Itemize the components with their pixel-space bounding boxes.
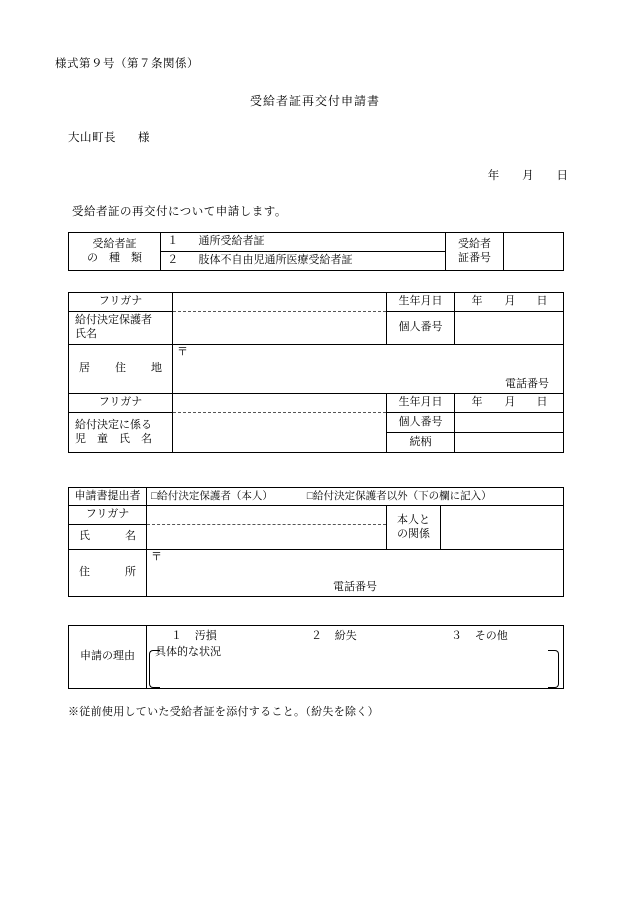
reason-option-1-number: １ bbox=[171, 630, 182, 642]
reason-option-1[interactable] bbox=[147, 630, 311, 644]
reason-option-3-text: その他 bbox=[474, 630, 508, 642]
residence-tel-label: 電話番号 bbox=[505, 378, 549, 391]
certificate-number-field[interactable] bbox=[504, 233, 564, 271]
table-row bbox=[69, 626, 564, 689]
guardian-birth-month: 月 bbox=[504, 295, 516, 308]
table-row bbox=[69, 293, 564, 312]
applicant-tel-label: 電話番号 bbox=[333, 581, 377, 594]
applicant-relation-field[interactable] bbox=[441, 506, 564, 550]
certificate-type-label-line2: の 種 類 bbox=[87, 251, 142, 264]
guardian-name-label-line1: 給付決定保護者 bbox=[75, 314, 152, 327]
applicant-checkbox-row bbox=[147, 488, 564, 506]
child-name-label-line2: 児 童 氏 名 bbox=[75, 432, 152, 445]
reason-option-3-number: ３ bbox=[451, 630, 462, 642]
type-option1-text[interactable]: 通所受給者証 bbox=[185, 233, 446, 252]
table-row bbox=[69, 233, 564, 252]
applicant-address-label bbox=[69, 550, 147, 597]
applicant-address-field[interactable] bbox=[147, 550, 564, 597]
child-birth-day: 日 bbox=[536, 396, 548, 409]
guardian-birth-year: 年 bbox=[471, 295, 483, 308]
page-title: 受給者証再交付申請書 bbox=[249, 94, 380, 108]
form-code: 様式第９号（第７条関係） bbox=[55, 58, 199, 70]
date-year-label: 年 bbox=[487, 170, 500, 182]
applicant-name-field[interactable] bbox=[147, 525, 387, 550]
applicant-address-value[interactable] bbox=[147, 565, 563, 577]
guardian-birth-day: 日 bbox=[536, 295, 548, 308]
table-row bbox=[69, 312, 564, 345]
guardian-mynumber-field[interactable] bbox=[455, 312, 564, 345]
applicant-furigana-field[interactable] bbox=[147, 506, 387, 525]
date-day-label: 日 bbox=[556, 170, 568, 182]
addressee-honorific: 様 bbox=[138, 132, 150, 144]
applicant-checkbox-other[interactable]: □給付決定保護者以外（下の欄に記入） bbox=[306, 490, 492, 502]
residence-address-value[interactable] bbox=[173, 360, 563, 374]
type-option2-text[interactable]: 肢体不自由児通所医療受給者証 bbox=[185, 252, 446, 271]
table-row bbox=[69, 394, 564, 413]
applicant-relation-label-line2: の関係 bbox=[397, 527, 430, 540]
reason-option-1-text: 汚損 bbox=[194, 630, 217, 642]
child-name-field[interactable] bbox=[173, 413, 387, 453]
child-furigana-label: フリガナ bbox=[69, 394, 173, 413]
child-name-label-line1: 給付決定に係る bbox=[75, 418, 152, 431]
residence-label-text: 居 住 地 bbox=[79, 362, 162, 375]
certificate-number-label bbox=[446, 233, 504, 271]
person-info-table bbox=[68, 292, 564, 453]
guardian-furigana-label: フリガナ bbox=[69, 293, 173, 312]
table-row bbox=[69, 413, 564, 433]
reason-table bbox=[68, 625, 564, 689]
applicant-checkbox-self[interactable]: □給付決定保護者（本人） bbox=[151, 490, 273, 502]
certificate-number-label-line1: 受給者 bbox=[458, 237, 491, 250]
date-month-label: 月 bbox=[522, 170, 534, 182]
child-name-label bbox=[69, 413, 173, 453]
residence-tel bbox=[505, 378, 549, 392]
residence-postal bbox=[173, 345, 563, 360]
bracket-right-icon bbox=[548, 650, 559, 688]
certificate-type-label bbox=[69, 233, 161, 271]
applicant-address-label-text: 住 所 bbox=[79, 566, 136, 579]
reason-field[interactable] bbox=[147, 626, 564, 689]
reason-label: 申請の理由 bbox=[69, 626, 147, 689]
type-option2-number: ２ bbox=[161, 252, 185, 271]
child-birth-label: 生年月日 bbox=[387, 394, 455, 413]
applicant-name-label-text: 氏 名 bbox=[79, 530, 136, 543]
child-furigana-field[interactable] bbox=[173, 394, 387, 413]
applicant-table bbox=[68, 487, 564, 597]
guardian-name-label-line2: 氏名 bbox=[75, 328, 97, 340]
child-birth-year: 年 bbox=[471, 396, 483, 409]
applicant-header-label: 申請書提出者 bbox=[69, 488, 147, 506]
guardian-mynumber-label: 個人番号 bbox=[387, 312, 455, 345]
residence-field[interactable] bbox=[173, 345, 564, 394]
postal-mark: 〒 bbox=[177, 346, 188, 358]
reason-option-3[interactable] bbox=[451, 630, 563, 644]
guardian-birth-label: 生年月日 bbox=[387, 293, 455, 312]
guardian-name-field[interactable] bbox=[173, 312, 387, 345]
applicant-relation-label bbox=[387, 506, 441, 550]
certificate-type-table bbox=[68, 232, 564, 271]
certificate-type-label-line1: 受給者証 bbox=[92, 237, 137, 250]
reason-option-2-number: ２ bbox=[311, 630, 322, 642]
situation-label: 具体的な状況 bbox=[155, 645, 221, 658]
certificate-number-label-line2: 証番号 bbox=[458, 251, 491, 264]
child-birth-month: 月 bbox=[504, 396, 516, 409]
child-relation-label: 続柄 bbox=[387, 433, 455, 453]
guardian-furigana-field[interactable] bbox=[173, 293, 387, 312]
reason-option-2-text: 紛失 bbox=[334, 630, 357, 642]
applicant-furigana-label: フリガナ bbox=[69, 506, 147, 525]
reason-options bbox=[147, 626, 563, 644]
guardian-birth-field[interactable] bbox=[455, 293, 564, 312]
child-birth-field[interactable] bbox=[455, 394, 564, 413]
table-row bbox=[69, 345, 564, 394]
table-row bbox=[69, 488, 564, 506]
addressee-line bbox=[68, 129, 150, 145]
applicant-name-label bbox=[69, 525, 147, 550]
child-relation-field[interactable] bbox=[455, 433, 564, 453]
date-line bbox=[0, 167, 630, 183]
table-row bbox=[69, 550, 564, 597]
footer-note: ※従前使用していた受給者証を添付すること。（紛失を除く） bbox=[68, 706, 379, 718]
lead-text: 受給者証の再交付について申請します。 bbox=[72, 206, 287, 218]
addressee-name: 大山町長 bbox=[68, 132, 116, 144]
child-mynumber-label: 個人番号 bbox=[387, 413, 455, 433]
residence-label bbox=[69, 345, 173, 394]
table-row bbox=[69, 506, 564, 525]
applicant-relation-label-line1: 本人と bbox=[397, 513, 430, 526]
situation-area[interactable] bbox=[147, 646, 563, 688]
type-option1-number: １ bbox=[161, 233, 185, 252]
applicant-tel bbox=[147, 581, 563, 595]
applicant-postal-mark: 〒 bbox=[151, 551, 162, 563]
guardian-name-label bbox=[69, 312, 173, 345]
child-mynumber-field[interactable] bbox=[455, 413, 564, 433]
reason-option-2[interactable] bbox=[311, 630, 451, 644]
